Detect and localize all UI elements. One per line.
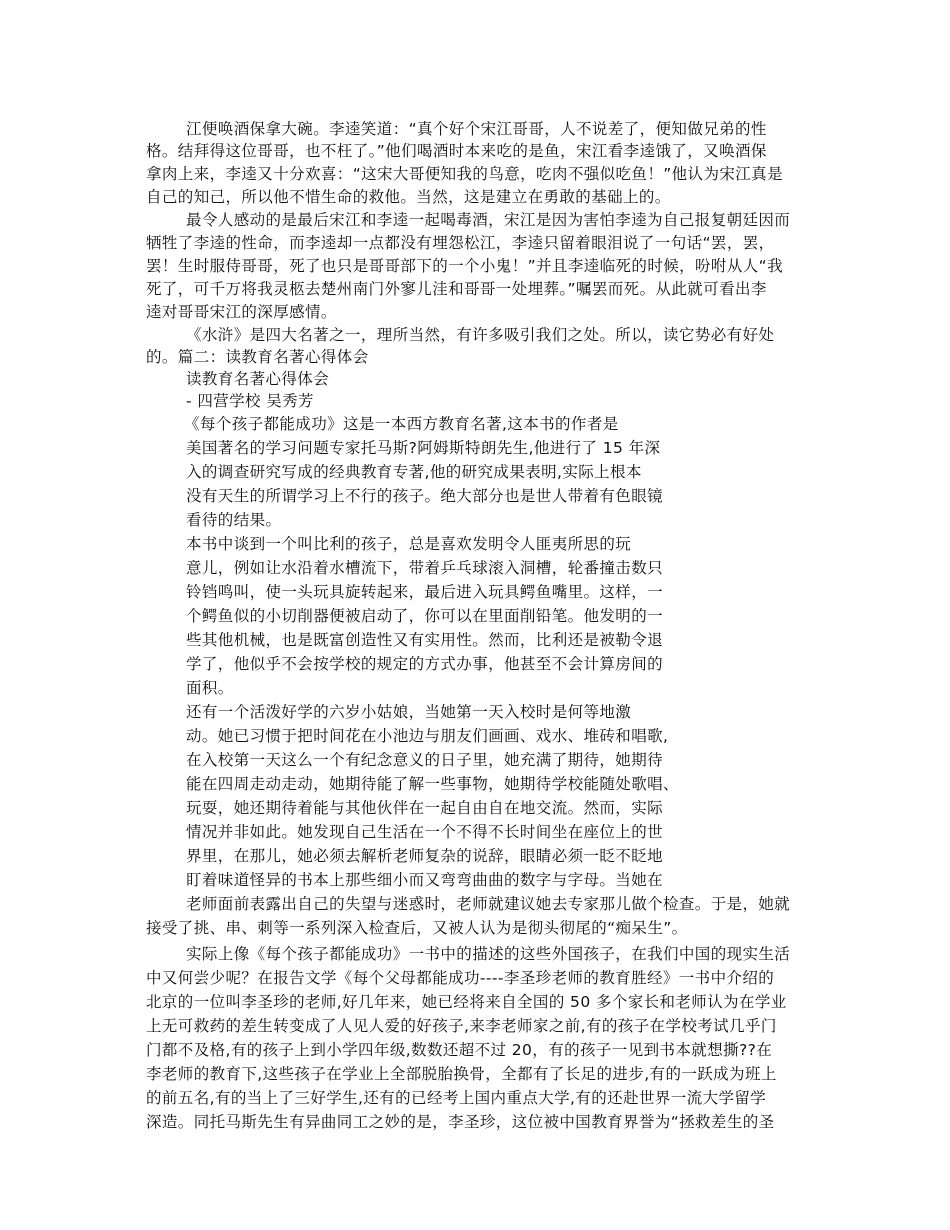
- text-line: 面积。: [186, 679, 234, 697]
- text-line: 死了，可千万将我灵柩去楚州南门外寥儿洼和哥哥一处埋葬。”嘱罢而死。从此就可看出李: [146, 280, 767, 298]
- text-line: 格。结拜得这位哥哥，也不枉了。”他们喝酒时本来吃的是鱼，宋江看李逵饿了，又唤酒保: [146, 142, 767, 160]
- text-line: 深造。同托马斯先生有异曲同工之妙的是，李圣珍，这位被中国教育界誉为“拯救差生的圣: [146, 1113, 775, 1131]
- text-line: 还有一个活泼好学的六岁小姑娘，当她第一天入校时是何等地激: [186, 703, 632, 721]
- text-line: 看待的结果。: [186, 511, 282, 529]
- text-line: 个鳄鱼似的小切削器便被启动了，你可以在里面削铅笔。他发明的一: [186, 607, 664, 625]
- text-line: 上无可救药的差生转变成了人见人爱的好孩子,来李老师家之前,有的孩子在学校考试几乎门: [146, 1017, 777, 1035]
- text-line: 李老师的教育下,这些孩子在学业上全部脱胎换骨，全都有了长足的进步,有的一跃成为班上: [146, 1065, 777, 1083]
- text-line: 铃铛鸣叫，使一头玩具旋转起来，最后进入玩具鳄鱼嘴里。这样，一: [186, 583, 664, 601]
- text-line: 北京的一位叫李圣珍的老师,好几年来，她已经将来自全国的 50 多个家长和老师认为在学业: [146, 993, 787, 1011]
- text-line: 《水浒》是四大名著之一，理所当然，有许多吸引我们之处。所以，读它势必有好处: [186, 326, 775, 344]
- text-line: 最令人感动的是最后宋江和李逵一起喝毒酒，宋江是因为害怕李逵为自己报复朝廷因而: [186, 211, 791, 229]
- text-line: 中又何尝少呢？在报告文学《每个父母都能成功----李圣珍老师的教育胜经》一书中介绍的: [146, 969, 775, 987]
- text-line: 意儿，例如让水沿着水槽流下，带着乒乓球滚入洞槽，轮番撞击数只: [186, 559, 664, 577]
- text-line: 牺牲了李逵的性命，而李逵却一点都没有埋怨松江，李逵只留着眼泪说了一句话“罢，罢，: [146, 234, 775, 252]
- text-line: 没有天生的所谓学习上不行的孩子。绝大部分也是世人带着有色眼镜: [186, 487, 664, 505]
- text-line: 动。她已习惯于把时间花在小池边与朋友们画画、戏水、堆砖和唱歌,: [186, 727, 669, 745]
- text-line: 在入校第一天这么一个有纪念意义的日子里，她充满了期待，她期待: [186, 751, 664, 769]
- text-line: 学了，他似乎不会按学校的规定的方式办事，他甚至不会计算房间的: [186, 655, 664, 673]
- text-line: 的。篇二：读教育名著心得体会: [146, 348, 369, 366]
- section-heading: 读教育名著心得体会: [186, 370, 330, 388]
- text-line: 入的调查研究写成的经典教育专著,他的研究成果表明,实际上根本: [186, 463, 642, 481]
- text-line: 门都不及格,有的孩子上到小学四年级,数数还超不过 20，有的孩子一见到书本就想撕??在: [146, 1041, 773, 1059]
- text-line: 美国著名的学习问题专家托马斯?阿姆斯特朗先生,他进行了 15 年深: [186, 439, 661, 457]
- text-line: 实际上像《每个孩子都能成功》一书中的描述的这些外国孩子，在我们中国的现实生活: [186, 945, 791, 963]
- text-line: 江便唤酒保拿大碗。李逵笑道：“真个好个宋江哥哥，人不说差了，便知做兄弟的性: [186, 120, 767, 138]
- text-line: 本书中谈到一个叫比利的孩子，总是喜欢发明令人匪夷所思的玩: [186, 535, 632, 553]
- text-line: 能在四周走动走动，她期待能了解一些事物，她期待学校能随处歌唱、: [186, 775, 679, 793]
- text-line: 自己的知己，所以他不惜生命的救他。当然，这是建立在勇敢的基础上的。: [146, 188, 671, 206]
- text-line: 老师面前表露出自己的失望与迷惑时，老师就建议她去专家那儿做个检查。于是，她就: [186, 895, 791, 913]
- text-line: 界里，在那儿，她必须去解析老师复杂的说辞，眼睛必须一眨不眨地: [186, 847, 664, 865]
- text-line: 玩耍，她还期待着能与其他伙伴在一起自由自在地交流。然而，实际: [186, 799, 664, 817]
- text-line: 的前五名,有的当上了三好学生,还有的已经考上国内重点大学,有的还赴世界一流大学留学: [146, 1089, 767, 1107]
- text-line: 接受了挑、串、刺等一系列深入检查后，又被人认为是彻头彻尾的“痴呆生”。: [146, 919, 688, 937]
- text-line: 情况并非如此。她发现自己生活在一个不得不长时间坐在座位上的世: [186, 823, 664, 841]
- text-line: 罢！生时服侍哥哥，死了也只是哥哥部下的一个小鬼！”并且李逵临死的时候，吩咐从人“我: [146, 257, 783, 275]
- text-line: 盯着味道怪异的书本上那些细小而又弯弯曲曲的数字与字母。当她在: [186, 871, 664, 889]
- text-line: 《每个孩子都能成功》这是一本西方教育名著,这本书的作者是: [184, 415, 619, 433]
- author-line: - 四营学校 吴秀芳: [186, 392, 314, 410]
- text-line: 拿肉上来，李逵又十分欢喜：“这宋大哥便知我的鸟意，吃肉不强似吃鱼！”他认为宋江真是: [146, 165, 783, 183]
- text-line: 些其他机械，也是既富创造性又有实用性。然而，比利还是被勒令退: [186, 631, 664, 649]
- text-line: 逵对哥哥宋江的深厚感情。: [146, 303, 337, 321]
